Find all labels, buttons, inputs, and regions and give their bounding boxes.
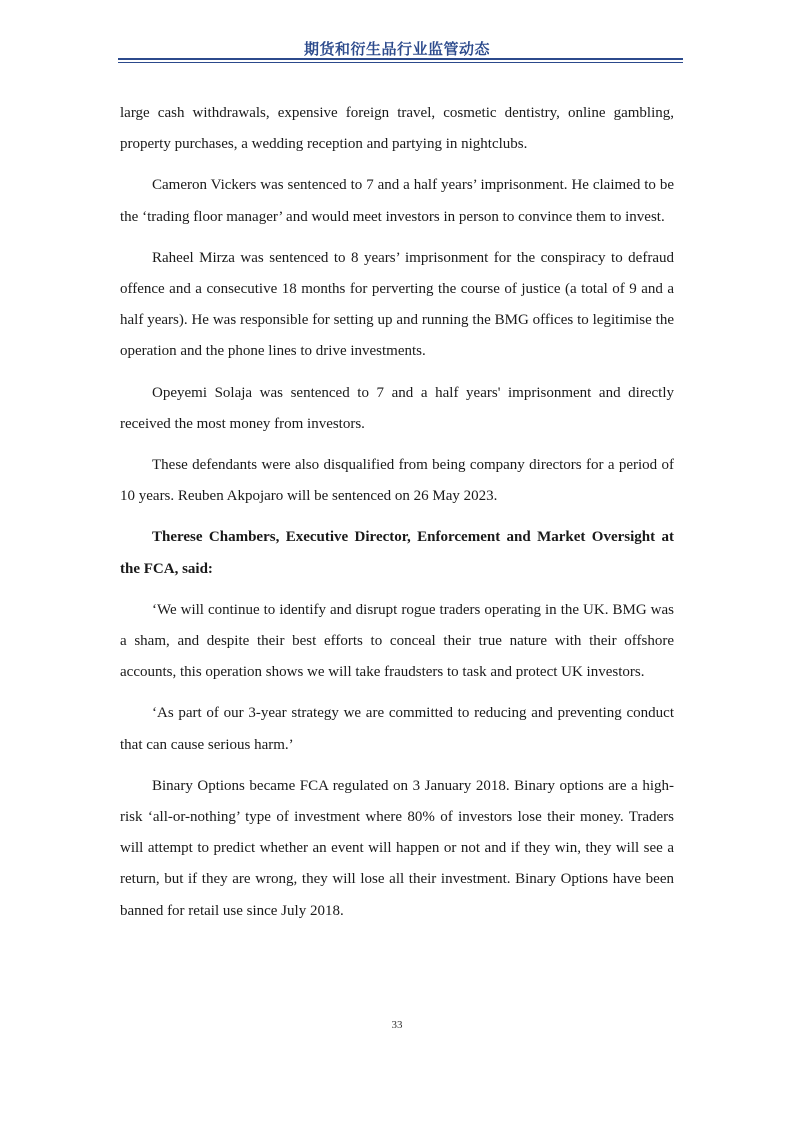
paragraph-raheel-mirza: Raheel Mirza was sentenced to 8 years’ imprisonment for the conspiracy to defraud offence and a consecutive 18 months for perverting the course of justice (a total of 9 and a half years). He was responsible for setting up and running the BMG offices to legitimise the operation and the phone lines to drive investments. [120,249,674,360]
page-number: 33 [391,1019,403,1031]
document-body [120,98,674,937]
paragraph-quote-2: ‘As part of our 3-year strategy we are committed to reducing and preventing conduct that can cause serious harm.’ [120,705,674,753]
paragraph-cameron-vickers: Cameron Vickers was sentenced to 7 and a half years’ imprisonment. He claimed to be the ‘trading floor manager’ and would meet investors in person to convince them to invest. [120,177,674,225]
paragraph-opeyemi-solaja: Opeyemi Solaja was sentenced to 7 and a half years' imprisonment and directly received the most money from investors. [120,384,674,432]
paragraph-disqualification: These defendants were also disqualified from being company directors for a period of 10 years. Reuben Akpojaro will be sentenced on 26 May 2023. [120,457,674,505]
header-rule [118,58,683,60]
paragraph-quote-1: ‘We will continue to identify and disrupt rogue traders operating in the UK. BMG was a sham, and despite their best efforts to conceal their true nature with their offshore accounts, this operation shows we will take fraudsters to task and protect UK investors. [120,601,674,681]
paragraph-quote-attribution: Therese Chambers, Executive Director, Enforcement and Market Oversight at the FCA, said: [120,529,674,577]
header-rule-secondary [118,62,683,63]
paragraph-binary-options: Binary Options became FCA regulated on 3 January 2018. Binary options are a high-risk ‘all-or-nothing’ type of investment where 80% of investors lose their money. Traders will attempt to predict whether an event will happen or not and if they win, they will see a return, but if they are wrong, they will lose all their investment. Binary Options have been banned for retail use since July 2018. [120,777,674,919]
header-title: 期货和衍生品行业监管动态 [303,40,490,58]
paragraph-continued: large cash withdrawals, expensive foreign travel, cosmetic dentistry, online gambling, property purchases, a wedding reception and partying in nightclubs. [120,105,674,153]
